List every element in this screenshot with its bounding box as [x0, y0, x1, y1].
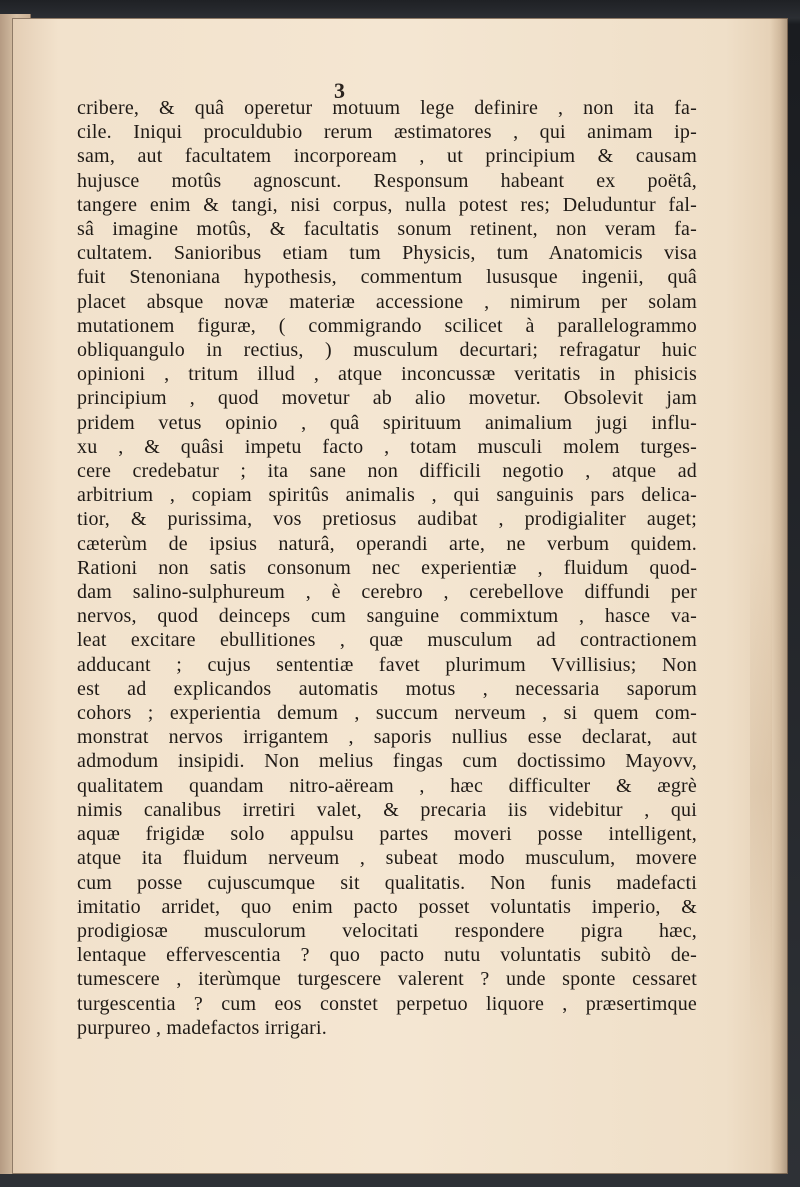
text-line: dam salino-sulphureum , è cerebro , cerebellove diffundi per — [77, 581, 697, 604]
text-line: leat excitare ebullitiones , quæ musculum ad contractionem — [77, 629, 697, 652]
text-line: xu , & quâsi impetu facto , totam musculi molem turges- — [77, 435, 697, 458]
text-line: adducant ; cujus sententiæ favet plurimum Vvillisius; Non — [77, 653, 697, 676]
text-line: pridem vetus opinio , quâ spirituum animalium jugi influ- — [77, 411, 697, 434]
text-line: principium , quod movetur ab alio movetur. Obsolevit jam — [77, 387, 697, 410]
text-line: atque ita fluidum nerveum , subeat modo musculum, movere — [77, 847, 697, 870]
text-line: imitatio arridet, quo enim pacto posset voluntatis imperio, & — [77, 895, 697, 918]
text-line: nimis canalibus irretiri valet, & precaria iis videbitur , qui — [77, 798, 697, 821]
text-line: tangere enim & tangi, nisi corpus, nulla potest res; Deluduntur fal- — [77, 193, 697, 216]
text-line: est ad explicandos automatis motus , necessaria saporum — [77, 677, 697, 700]
text-line: cultatem. Sanioribus etiam tum Physicis, tum Anatomicis visa — [77, 242, 697, 265]
text-line: cohors ; experientia demum , succum nerveum , si quem com- — [77, 702, 697, 725]
text-line: sâ imagine motûs, & facultatis sonum retinent, non veram fa- — [77, 218, 697, 241]
text-line-last: purpureo , madefactos irrigari. — [77, 1016, 327, 1039]
text-line: lentaque effervescentia ? quo pacto nutu voluntatis subitò de- — [77, 944, 697, 967]
text-line: admodum insipidi. Non melius fingas cum doctissimo Mayovv, — [77, 750, 697, 773]
page-number: 3 — [334, 78, 345, 103]
text-line: placet absque novæ materiæ accessione , nimirum per solam — [77, 290, 697, 313]
text-line: cere credebatur ; ita sane non difficili negotio , atque ad — [77, 460, 697, 483]
text-line: aquæ frigidæ solo appulsu partes moveri posse intelligent, — [77, 823, 697, 846]
text-line: qualitatem quandam nitro-aëream , hæc difficulter & ægrè — [77, 774, 697, 797]
text-line: arbitrium , copiam spiritûs animalis , qui sanguinis pars delica- — [77, 484, 697, 507]
text-line: tumescere , iterùmque turgescere valerent ? unde sponte cessaret — [77, 968, 697, 991]
text-line: cribere, & quâ operetur motuum lege definire , non ita fa- — [77, 97, 697, 119]
text-line: turgescentia ? cum eos constet perpetuo liquore , præsertimque — [77, 992, 697, 1015]
text-line: opinioni , tritum illud , atque inconcussæ veritatis in phisicis — [77, 363, 697, 386]
text-line: cæterùm de ipsius naturâ, operandi arte, ne verbum quidem. — [77, 532, 697, 555]
text-line: fuit Stenoniana hypothesis, commentum lususque ingenii, quâ — [77, 266, 697, 289]
page-shadow-edge — [770, 18, 788, 1174]
text-line: hujusce motûs agnoscunt. Responsum habeant ex poëtâ, — [77, 169, 697, 192]
paper-stain — [750, 538, 772, 1038]
text-line: monstrat nervos irrigantem , saporis nullius esse declarat, aut — [77, 726, 697, 749]
text-line: obliquangulo in rectius, ) musculum decurtari; refragatur huic — [77, 339, 697, 362]
text-line: prodigiosæ musculorum velocitati respondere pigra hæc, — [77, 919, 697, 942]
text-line: nervos, quod deinceps cum sanguine commixtum , hasce va- — [77, 605, 697, 628]
text-line: mutationem figuræ, ( commigrando scilicet à parallelogrammo — [77, 314, 697, 337]
text-line: cum posse cujuscumque sit qualitatis. Non funis madefacti — [77, 871, 697, 894]
text-line: tior, & purissima, vos pretiosus audibat , prodigialiter auget; — [77, 508, 697, 531]
text-line: Rationi non satis consonum nec experientiæ , fluidum quod- — [77, 556, 697, 579]
body-text — [77, 96, 697, 1040]
text-line: sam, aut facultatem incorpoream , ut principium & causam — [77, 145, 697, 168]
text-line: cile. Iniqui proculdubio rerum æstimatores , qui animam ip- — [77, 121, 697, 144]
